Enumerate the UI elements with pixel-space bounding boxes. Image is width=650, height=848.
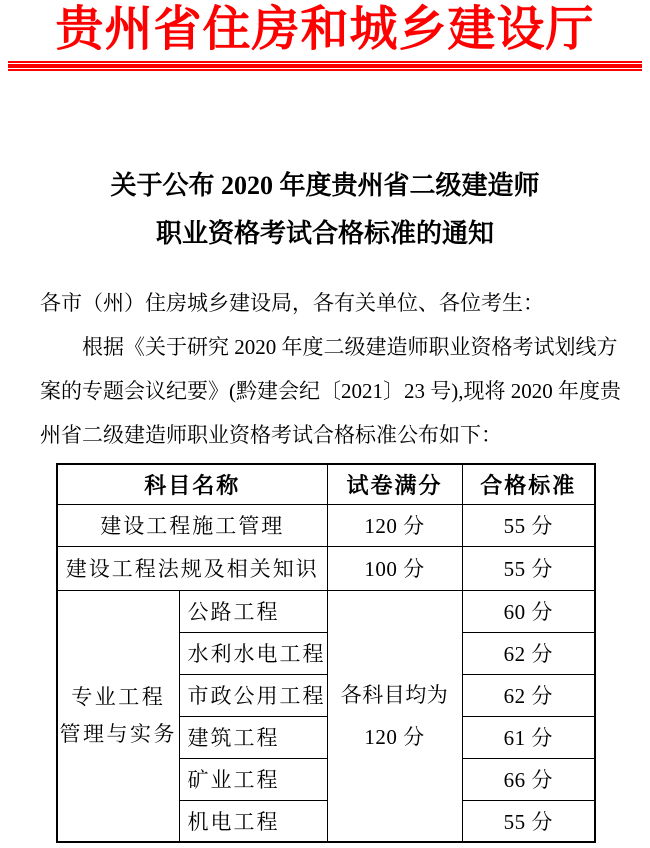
salutation: 各市（州）住房城乡建设局，各有关单位、各位考生：	[40, 291, 544, 315]
paragraph-line: 案的专题会议纪要》(黔建会纪〔2021〕23 号),现将 2020 年度贵	[40, 379, 621, 403]
group-full-score-line-2: 120 分	[364, 724, 425, 749]
specialty-cell: 市政公用工程	[179, 674, 327, 716]
specialty-cell: 水利水电工程	[179, 632, 327, 674]
divider-thin-top-line	[8, 61, 642, 63]
pass-score-cell: 60 分	[462, 590, 595, 632]
paragraph-line: 州省二级建造师职业资格考试合格标准公布如下：	[40, 423, 502, 447]
doc-title-line-1: 关于公布 2020 年度贵州省二级建造师	[110, 171, 540, 200]
group-subject-line-1: 专业工程	[71, 684, 166, 709]
full-score-cell: 100 分	[327, 546, 462, 590]
specialty-cell: 公路工程	[179, 590, 327, 632]
header-full-score: 试卷满分	[327, 464, 462, 504]
full-score-cell: 120 分	[327, 504, 462, 546]
letterhead-org-title: 贵州省住房和城乡建设厅	[55, 3, 595, 56]
pass-score-cell: 62 分	[462, 632, 595, 674]
header-pass-standard: 合格标准	[462, 464, 595, 504]
group-subject-cell	[57, 590, 179, 842]
doc-title-line-2: 职业资格考试合格标准的通知	[155, 219, 494, 248]
group-full-score-cell	[327, 590, 462, 842]
pass-standard-table	[56, 463, 596, 843]
pass-score-cell: 55 分	[462, 504, 595, 546]
subject-cell: 建设工程施工管理	[57, 504, 327, 546]
header-subject: 科目名称	[57, 464, 327, 504]
group-subject-line-2: 管理与实务	[59, 721, 177, 746]
divider-thin-bottom-line	[8, 69, 642, 71]
paragraph-line: 根据《关于研究 2020 年度二级建造师职业资格考试划线方	[82, 335, 618, 359]
pass-score-cell: 62 分	[462, 674, 595, 716]
table-row	[57, 546, 595, 590]
pass-score-cell: 61 分	[462, 716, 595, 758]
doc-title	[0, 162, 650, 258]
table-header-row	[57, 464, 595, 504]
table-row	[57, 590, 595, 632]
specialty-cell: 机电工程	[179, 800, 327, 842]
table-row	[57, 504, 595, 546]
specialty-cell: 矿业工程	[179, 758, 327, 800]
specialty-cell: 建筑工程	[179, 716, 327, 758]
body-paragraph	[40, 325, 620, 457]
pass-score-cell: 66 分	[462, 758, 595, 800]
divider-thick-line	[8, 64, 642, 68]
letterhead-divider	[8, 61, 642, 71]
pass-score-cell: 55 分	[462, 800, 595, 842]
group-full-score-line-1: 各科目均为	[340, 682, 449, 707]
subject-cell: 建设工程法规及相关知识	[57, 546, 327, 590]
pass-score-cell: 55 分	[462, 546, 595, 590]
